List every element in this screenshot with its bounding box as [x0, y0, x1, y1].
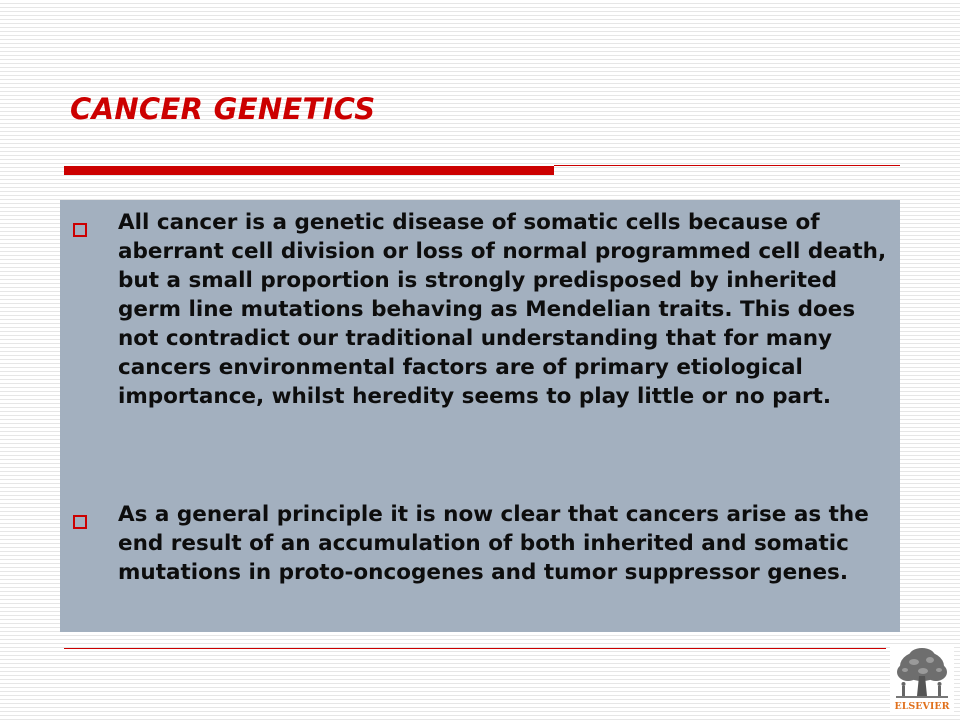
- slide-title: CANCER GENETICS: [70, 92, 376, 126]
- title-underline-thick: [64, 166, 554, 175]
- square-bullet-icon: [73, 223, 87, 237]
- elsevier-tree-icon: [890, 646, 954, 712]
- bullet-text: As a general principle it is now clear that cancers arise as the end result of an accumulation of both inherited and somatic mutations in proto-oncogenes and tumor suppressor genes.: [118, 502, 869, 585]
- bullet-text: All cancer is a genetic disease of somatic cells because of aberrant cell division or loss of normal programmed cell death, but a small proportion is strongly predisposed by inherited germ line mutations behaving as Mendelian traits. This does not contradict our traditional understanding that for many cancers environmental factors are of primary etiological importance, whilst heredity seems to play little or no part.: [118, 210, 887, 409]
- content-box: [60, 200, 900, 632]
- square-bullet-icon: [73, 515, 87, 529]
- footer-rule: [64, 648, 886, 649]
- title-underline-thin: [554, 165, 900, 166]
- elsevier-wordmark: ELSEVIER: [894, 701, 950, 712]
- elsevier-logo: [890, 646, 954, 712]
